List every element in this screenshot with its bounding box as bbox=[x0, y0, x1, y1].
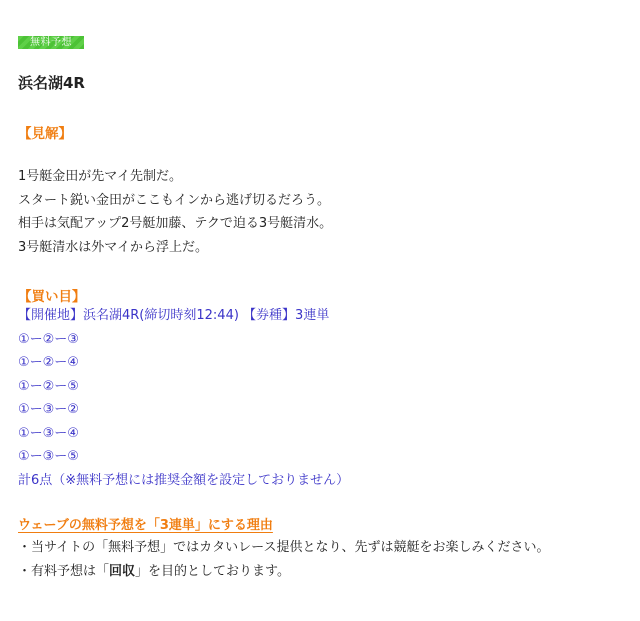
reason-heading: ウェーブの無料予想を「3連単」にする理由 bbox=[18, 518, 273, 533]
total-line: 計6点（※無料予想には推奨金額を設定しておりません） bbox=[18, 472, 350, 488]
bet-item: ①ー③ー② bbox=[18, 402, 79, 417]
reasons-list bbox=[18, 536, 549, 584]
reason-emphasis: 回収 bbox=[109, 564, 136, 579]
view-line: 1号艇金田が先マイ先制だ。 bbox=[18, 169, 183, 184]
reason-suffix: 」を目的としております。 bbox=[135, 564, 290, 579]
view-paragraph bbox=[18, 165, 332, 259]
bets-block bbox=[18, 304, 349, 492]
bet-item: ①ー②ー④ bbox=[18, 355, 79, 370]
bet-item: ①ー③ー④ bbox=[18, 425, 79, 441]
bet-item: ①ー②ー⑤ bbox=[18, 378, 79, 394]
reason-item: ・当サイトの「無料予想」ではカタいレース提供となり、先ずは競艇をお楽しみください。 bbox=[18, 540, 550, 555]
view-heading: 【見解】 bbox=[18, 126, 72, 142]
reason-prefix: ・有料予想は「 bbox=[18, 564, 110, 579]
venue-line: 【開催地】浜名湖4R(締切時刻12:44) 【券種】3連単 bbox=[18, 308, 330, 323]
reason-item bbox=[18, 560, 549, 584]
view-line: スタート鋭い金田がここもインから逃げ切るだろう。 bbox=[18, 192, 331, 208]
race-title: 浜名湖4R bbox=[18, 74, 85, 92]
bet-item: ①ー③ー⑤ bbox=[18, 449, 79, 464]
bet-item: ①ー②ー③ bbox=[18, 331, 79, 347]
view-line: 3号艇清水は外マイから浮上だ。 bbox=[18, 239, 209, 255]
free-prediction-badge: 無料予想 bbox=[18, 36, 84, 49]
buy-heading: 【買い目】 bbox=[18, 289, 86, 305]
view-line: 相手は気配アップ2号艇加藤、テクで迫る3号艇清水。 bbox=[18, 216, 333, 231]
